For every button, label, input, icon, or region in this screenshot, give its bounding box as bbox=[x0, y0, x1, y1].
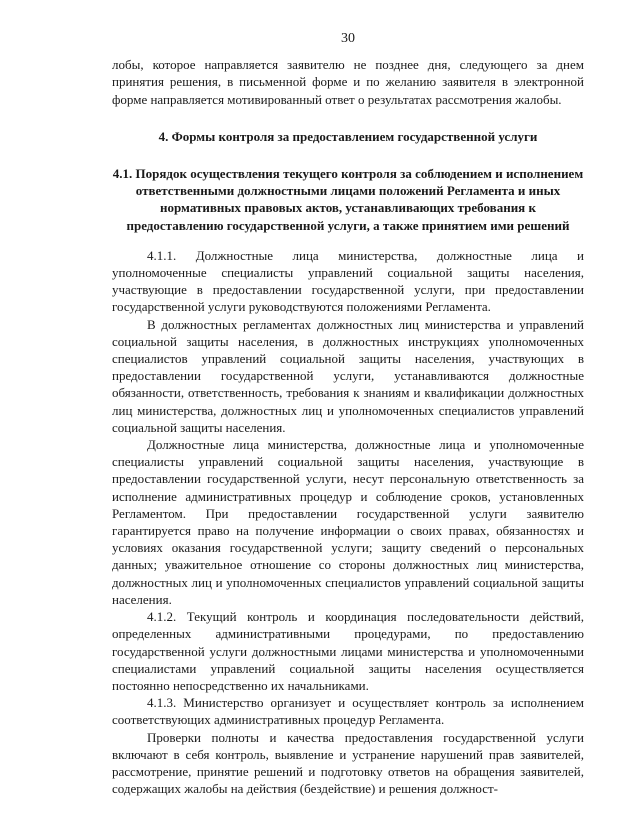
continuation-paragraph: лобы, которое направляется заявителю не позднее дня, следующего за днем принятия решения, в письменной форме и по желанию заявителя в электронной форме направляется мотивированный ответ о результатах рассмотрения жалобы. bbox=[112, 57, 584, 107]
paragraph-inspections: Проверки полноты и качества предоставления государственной услуги включают в себя контроль, выявление и устранение нарушений прав заявителей, рассмотрение, принятие решений и подготовку ответов на обращения заявителей, содержащих жалобы на действия (бездействие) и решения должност- bbox=[112, 729, 584, 797]
page-number: 30 bbox=[341, 31, 355, 46]
paragraph-4-1-1: 4.1.1. Должностные лица министерства, должностные лица и уполномоченные специалисты управлений социальной защиты населения, участвующие в предоставлении государственной услуги, при предоставлении государственной услуги руководствуются положениями Регламента. bbox=[112, 247, 584, 315]
paragraph-job-regulations: В должностных регламентах должностных лиц министерства и управлений социальной защиты населения, в должностных инструкциях уполномоченных специалистов управлений социальной защиты населения, участвующих в предоставлении государственной услуги, устанавливаются должностные обязанности, ответственность, требования к знаниям и квалификации должностных лиц министерства, должностных лиц и уполномоченных специалистов управлений социальной защиты населения. bbox=[112, 316, 584, 435]
paragraph-4-1-2: 4.1.2. Текущий контроль и координация последовательности действий, определенных административными процедурами, по предоставлению государственной услуги должностными лицами министерства и уполномоченными специалистами управлений социальной защиты населения осуществляется постоянно непосредственно их начальниками. bbox=[112, 609, 584, 693]
section-heading: 4. Формы контроля за предоставлением государственной услуги bbox=[158, 128, 538, 144]
paragraph-4-1-3: 4.1.3. Министерство организует и осуществляет контроль за исполнением соответствующих административных процедур Регламента. bbox=[112, 695, 584, 728]
subsection-heading: 4.1. Порядок осуществления текущего контроля за соблюдением и исполнением ответственными должностными лицами положений Регламента и иных нормативных правовых актов, устанавливающих требования к предоставлению государственной услуги, а также принятием ими решений bbox=[112, 166, 584, 233]
paragraph-responsibility: Должностные лица министерства, должностные лица и уполномоченные специалисты управлений социальной защиты населения, участвующие в предоставлении государственной услуги, несут персональную ответственность за исполнение административных процедур и соблюдение сроков, установленных Регламентом. При предоставлении государственной услуги заявителю гарантируется право на получение информации о своих правах, обязанностях и условиях оказания государственной услуги; защиту сведений о персональных данных; уважительное отношение со стороны должностных лиц министерства, должностных лиц и уполномоченных специалистов управлений социальной защиты населения. bbox=[112, 437, 584, 607]
